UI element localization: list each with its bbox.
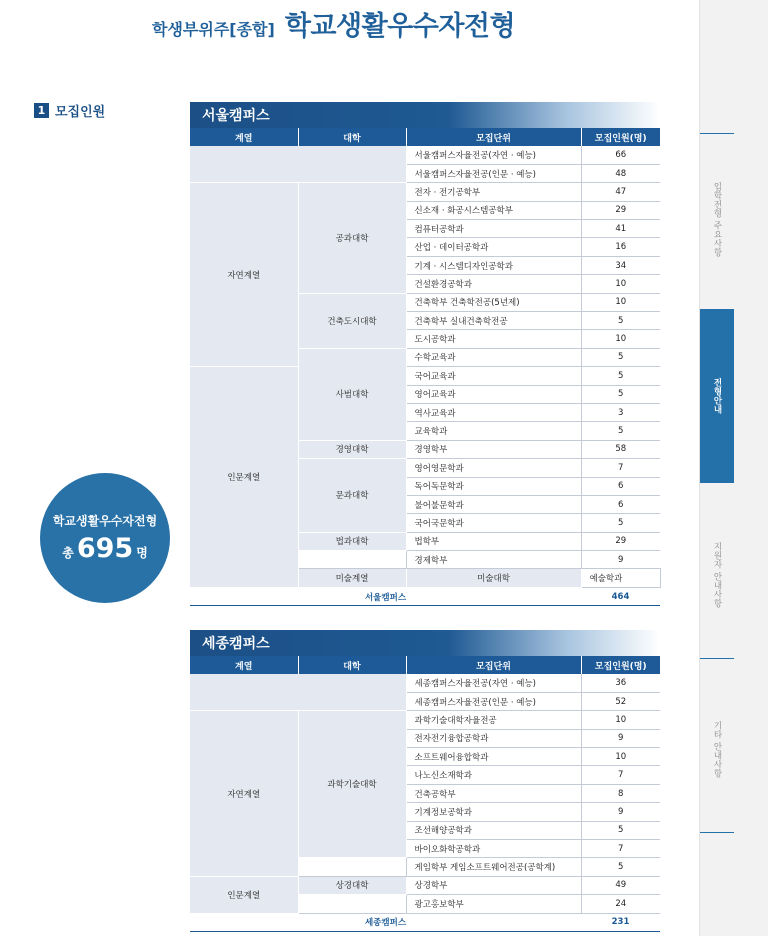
unit-cell: 국어국문학과	[406, 514, 581, 532]
section-title: 모집인원	[55, 105, 106, 120]
college-cell: 미술대학	[406, 569, 581, 587]
field-cell: 인문계열	[190, 876, 298, 913]
count-cell: 48	[581, 164, 660, 182]
total-suffix: 명	[136, 546, 148, 560]
total-prefix: 총	[62, 546, 74, 560]
table-row	[190, 674, 660, 692]
table-row	[190, 146, 660, 164]
count-cell: 5	[581, 514, 660, 532]
unit-cell: 세종캠퍼스자율전공(인문 · 예능)	[406, 692, 581, 710]
count-cell: 7	[581, 840, 660, 858]
unit-cell: 건설환경공학과	[406, 275, 581, 293]
college-cell: 문과대학	[298, 459, 406, 533]
unit-cell: 불어불문학과	[406, 495, 581, 513]
count-cell: 24	[581, 895, 660, 913]
divider	[700, 133, 734, 134]
count-cell: 34	[581, 256, 660, 274]
page-subtitle: 학생부위주[종합]	[152, 20, 275, 39]
count-cell: 6	[581, 477, 660, 495]
side-tab-label: 전형안내	[712, 378, 722, 414]
seoul-campus-section	[190, 102, 660, 606]
side-nav	[699, 0, 768, 936]
unit-cell: 도시공학과	[406, 330, 581, 348]
count-cell: 7	[581, 459, 660, 477]
unit-cell: 산업 · 데이터공학과	[406, 238, 581, 256]
subtotal-label: 세종캠퍼스	[190, 913, 581, 931]
field-cell: 자연계열	[190, 711, 298, 877]
count-cell: 10	[581, 330, 660, 348]
side-tab-other-guide[interactable]	[700, 670, 734, 830]
unit-cell: 역사교육과	[406, 403, 581, 421]
unit-cell: 상경학부	[406, 876, 581, 894]
unit-cell: 예술학과	[581, 569, 660, 587]
field-cell: 자연계열	[190, 183, 298, 367]
unit-cell: 경영학부	[406, 440, 581, 458]
unit-cell: 나노신소재학과	[406, 766, 581, 784]
col-header-unit: 모집단위	[406, 128, 581, 146]
unit-cell: 경제학부	[406, 551, 581, 569]
field-cell: 미술계열	[298, 569, 406, 587]
subtotal-label: 서울캠퍼스	[190, 587, 581, 605]
count-cell: 9	[581, 729, 660, 747]
unit-cell: 기계 · 시스템디자인공학과	[406, 256, 581, 274]
subtotal-count: 231	[581, 913, 660, 931]
college-cell: 상경대학	[298, 876, 406, 894]
total-count: 695	[76, 533, 134, 564]
col-header-unit: 모집단위	[406, 656, 581, 674]
field-cell: 인문계열	[190, 367, 298, 588]
side-tab-applicant-guide[interactable]	[700, 500, 734, 650]
blank-cell	[190, 146, 406, 183]
college-cell: 건축도시대학	[298, 293, 406, 348]
unit-cell: 세종캠퍼스자율전공(자연 · 예능)	[406, 674, 581, 692]
count-cell: 52	[581, 692, 660, 710]
unit-cell: 소프트웨어융합학과	[406, 748, 581, 766]
count-cell: 7	[581, 766, 660, 784]
unit-cell: 컴퓨터공학과	[406, 220, 581, 238]
unit-cell: 건축학부 건축학전공(5년제)	[406, 293, 581, 311]
count-cell: 5	[581, 312, 660, 330]
divider	[700, 832, 734, 833]
count-cell: 5	[581, 858, 660, 876]
count-cell: 6	[581, 495, 660, 513]
count-cell: 16	[581, 238, 660, 256]
unit-cell: 법학부	[406, 532, 581, 550]
count-cell: 49	[581, 876, 660, 894]
count-cell: 41	[581, 220, 660, 238]
unit-cell: 독어독문학과	[406, 477, 581, 495]
section-heading	[34, 101, 105, 120]
campus-title: 서울캠퍼스	[190, 102, 660, 128]
count-cell: 10	[581, 275, 660, 293]
college-cell: 과학기술대학	[298, 711, 406, 858]
page-title: 학교생활우수자전형	[284, 11, 516, 42]
subtotal-row	[190, 587, 660, 605]
table-row	[190, 876, 660, 894]
blank-cell	[190, 674, 406, 711]
count-cell: 10	[581, 293, 660, 311]
col-header-count: 모집인원(명)	[581, 656, 660, 674]
count-cell: 5	[581, 367, 660, 385]
count-cell: 47	[581, 183, 660, 201]
side-tab-admission-overview[interactable]	[700, 140, 734, 300]
count-cell: 8	[581, 784, 660, 802]
page-header	[152, 4, 515, 43]
col-header-college: 대학	[298, 128, 406, 146]
table-row	[190, 183, 660, 201]
side-tab-label: 지원자 안내사항	[712, 541, 722, 609]
college-cell: 공과대학	[298, 183, 406, 293]
unit-cell: 영어교육과	[406, 385, 581, 403]
count-cell: 10	[581, 748, 660, 766]
count-cell: 29	[581, 532, 660, 550]
count-cell: 5	[581, 348, 660, 366]
unit-cell: 전자전기융합공학과	[406, 729, 581, 747]
unit-cell: 광고홍보학부	[406, 895, 581, 913]
unit-cell: 국어교육과	[406, 367, 581, 385]
table-row	[190, 711, 660, 729]
unit-cell: 영어영문학과	[406, 459, 581, 477]
unit-cell: 건축공학부	[406, 784, 581, 802]
count-cell: 29	[581, 201, 660, 219]
col-header-count: 모집인원(명)	[581, 128, 660, 146]
table-row	[190, 367, 660, 385]
unit-cell: 교육학과	[406, 422, 581, 440]
divider	[700, 658, 734, 659]
blank-cell	[298, 895, 406, 913]
side-tab-label: 입학전형 주요사항	[712, 182, 722, 258]
side-tab-label: 기타 안내사항	[712, 721, 722, 779]
unit-cell: 바이오화학공학과	[406, 840, 581, 858]
blank-cell	[298, 551, 406, 569]
total-title: 학교생활우수자전형	[52, 514, 158, 528]
unit-cell: 과학기술대학자율전공	[406, 711, 581, 729]
count-cell: 10	[581, 711, 660, 729]
count-cell: 36	[581, 674, 660, 692]
unit-cell: 기계정보공학과	[406, 803, 581, 821]
unit-cell: 전자 · 전기공학부	[406, 183, 581, 201]
subtotal-count: 464	[581, 587, 660, 605]
unit-cell: 게임학부 게임소프트웨어전공(공학계)	[406, 858, 581, 876]
col-header-college: 대학	[298, 656, 406, 674]
count-cell: 66	[581, 146, 660, 164]
section-number: 1	[34, 103, 49, 118]
count-cell: 9	[581, 551, 660, 569]
college-cell: 법과대학	[298, 532, 406, 550]
count-cell: 5	[581, 385, 660, 403]
sejong-table	[190, 656, 660, 932]
col-header-field: 계열	[190, 128, 298, 146]
unit-cell: 서울캠퍼스자율전공(인문 · 예능)	[406, 164, 581, 182]
count-cell: 3	[581, 403, 660, 421]
college-cell: 경영대학	[298, 440, 406, 458]
blank-cell	[298, 858, 406, 876]
campus-title: 세종캠퍼스	[190, 630, 660, 656]
total-badge	[40, 473, 170, 603]
col-header-field: 계열	[190, 656, 298, 674]
sejong-campus-section	[190, 630, 660, 932]
count-cell: 5	[581, 821, 660, 839]
unit-cell: 건축학부 실내건축학전공	[406, 312, 581, 330]
count-cell: 5	[581, 422, 660, 440]
count-cell: 9	[581, 803, 660, 821]
unit-cell: 신소재 · 화공시스템공학부	[406, 201, 581, 219]
seoul-table	[190, 128, 660, 606]
unit-cell: 서울캠퍼스자율전공(자연 · 예능)	[406, 146, 581, 164]
side-tab-admission-guide[interactable]	[700, 309, 734, 483]
subtotal-row	[190, 913, 660, 931]
unit-cell: 조선해양공학과	[406, 821, 581, 839]
unit-cell: 수학교육과	[406, 348, 581, 366]
college-cell: 사범대학	[298, 348, 406, 440]
count-cell: 58	[581, 440, 660, 458]
